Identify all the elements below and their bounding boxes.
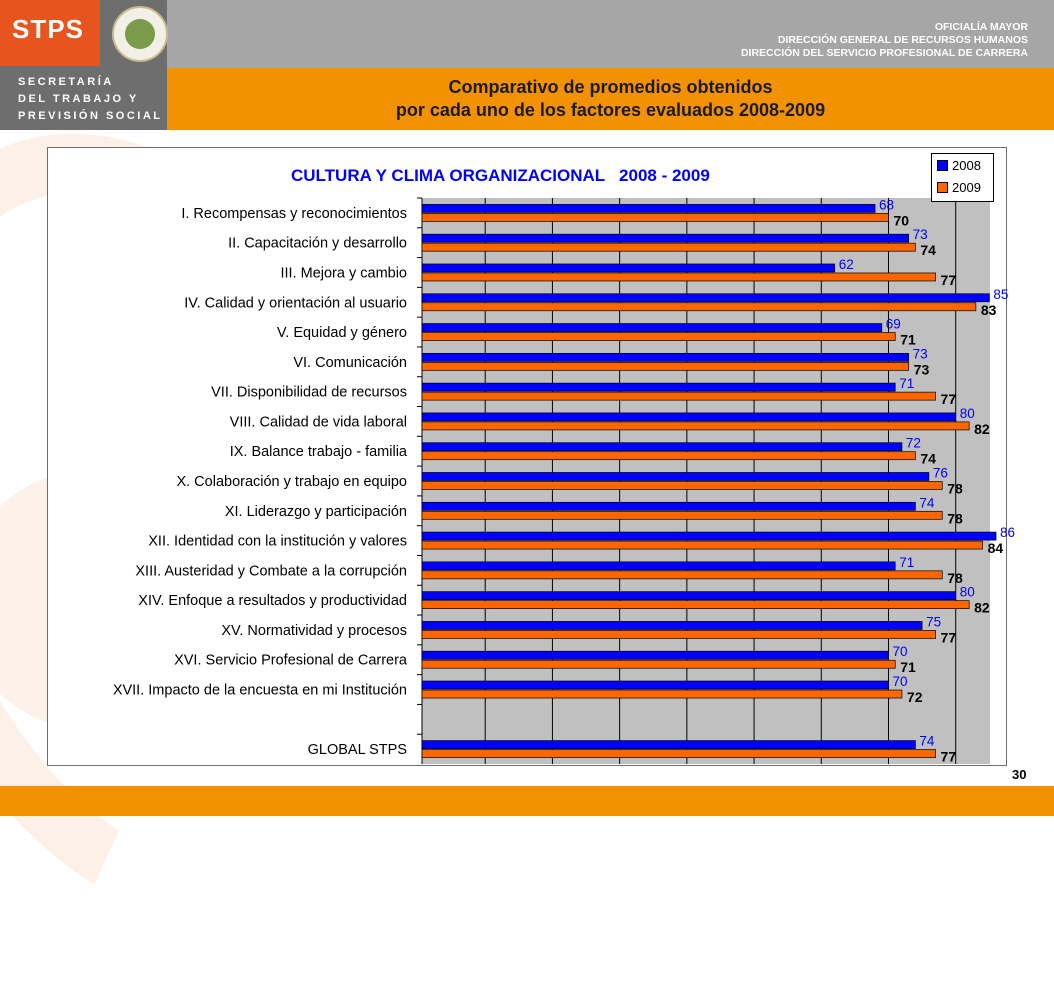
- bar-2009: [422, 422, 969, 430]
- bar-2009: [422, 213, 888, 221]
- secretaria-line: DEL TRABAJO Y: [18, 93, 139, 105]
- bar-2008: [422, 264, 835, 272]
- data-label-2008: 68: [879, 197, 895, 213]
- footer-band: [0, 786, 1054, 816]
- bar-2008: [422, 383, 895, 391]
- category-label: XIV. Enfoque a resultados y productividad: [138, 593, 407, 610]
- bar-2008: [422, 473, 929, 481]
- data-label-2009: 77: [940, 629, 957, 646]
- bar-2009: [422, 690, 902, 698]
- bar-2009: [422, 333, 895, 341]
- bar-2009: [422, 482, 942, 490]
- data-label-2008: 85: [993, 286, 1009, 302]
- bar-2008: [422, 621, 922, 629]
- bar-2008: [422, 681, 888, 689]
- data-label-2008: 71: [899, 376, 915, 392]
- bar-2009: [422, 511, 942, 519]
- bar-2008: [422, 532, 996, 540]
- category-label: VIII. Calidad de vida laboral: [229, 414, 407, 431]
- bar-2009: [422, 243, 915, 251]
- brand-text: STPS: [12, 14, 84, 44]
- bar-2008: [422, 353, 909, 361]
- bar-2009: [422, 303, 976, 311]
- bar-2009: [422, 601, 969, 609]
- page-title-line2: por cada uno de los factores evaluados 2008-2009: [395, 100, 826, 120]
- secretaria-line: PREVISIÓN SOCIAL: [18, 110, 163, 122]
- data-label-2008: 71: [899, 554, 915, 570]
- category-label: III. Mejora y cambio: [280, 265, 407, 282]
- category-label: X. Colaboración y trabajo en equipo: [176, 474, 407, 490]
- page-number: 30: [1012, 767, 1027, 782]
- bar-2009: [422, 571, 942, 579]
- bar-2009: [422, 630, 936, 638]
- office-line: DIRECCIÓN DEL SERVICIO PROFESIONAL DE CARRERA: [740, 47, 1028, 59]
- data-label-2008: 62: [838, 256, 854, 272]
- bar-2008: [422, 502, 915, 510]
- category-label: VII. Disponibilidad de recursos: [211, 384, 407, 401]
- bar-2008: [422, 443, 902, 451]
- data-label-2009: 78: [947, 569, 963, 586]
- category-label: VI. Comunicación: [293, 354, 407, 371]
- category-label: XIII. Austeridad y Combate a la corrupción: [135, 563, 407, 580]
- data-label-2009: 84: [987, 540, 1004, 557]
- bar-2008: [422, 324, 882, 332]
- legend-item-2009: [937, 180, 981, 195]
- data-label-2009: 71: [900, 659, 916, 676]
- data-label-2009: 77: [940, 271, 957, 288]
- bar-2009: [422, 392, 936, 400]
- category-label: IX. Balance trabajo - familia: [229, 444, 407, 461]
- data-label-2008: 72: [905, 435, 921, 451]
- data-label-2009: 82: [974, 599, 990, 616]
- data-label-2008: 70: [892, 644, 908, 660]
- legend-swatch-2009: [937, 182, 948, 193]
- category-label: XII. Identidad con la institución y valores: [148, 533, 407, 550]
- bar-2009: [422, 273, 936, 281]
- data-label-2009: 82: [974, 420, 990, 437]
- bar-2008: [422, 651, 888, 659]
- data-label-2008: 75: [926, 614, 942, 630]
- data-label-2009: 73: [913, 361, 930, 378]
- category-label: XVI. Servicio Profesional de Carrera: [174, 652, 407, 669]
- data-label-2009: 74: [920, 242, 936, 259]
- legend-item-2008: [937, 158, 981, 173]
- data-label-2008: 76: [932, 465, 948, 481]
- data-label-2008: 80: [959, 584, 975, 600]
- data-label-2009: 83: [980, 301, 997, 318]
- bar-2008: [422, 204, 875, 212]
- data-label-2008: 74: [919, 733, 935, 749]
- category-label: IV. Calidad y orientación al usuario: [184, 295, 407, 312]
- bar-2009: [422, 660, 895, 668]
- bar-2009: [422, 452, 915, 460]
- page-title-line1: Comparativo de promedios obtenidos: [448, 77, 773, 97]
- chart-legend: [931, 153, 994, 202]
- legend-label-2008: 2008: [952, 158, 981, 173]
- data-label-2009: 77: [940, 748, 957, 765]
- category-label: I. Recompensas y reconocimientos: [181, 205, 407, 222]
- bar-2008: [422, 741, 915, 749]
- bar-2009: [422, 362, 909, 370]
- bar-2008: [422, 294, 989, 302]
- data-label-2009: 77: [940, 391, 957, 408]
- data-label-2008: 73: [912, 346, 928, 362]
- data-label-2009: 74: [920, 450, 936, 467]
- data-label-2009: 71: [900, 331, 916, 348]
- data-label-2008: 74: [919, 495, 935, 511]
- bar-2008: [422, 592, 956, 600]
- data-label-2008: 70: [892, 674, 908, 690]
- data-label-2009: 78: [947, 510, 963, 527]
- legend-swatch-2008: [937, 160, 948, 171]
- data-label-2008: 86: [1000, 525, 1016, 541]
- legend-label-2009: 2009: [952, 180, 981, 195]
- bar-2009: [422, 541, 983, 549]
- category-label: XVII. Impacto de la encuesta en mi Institución: [112, 682, 407, 699]
- category-label: GLOBAL STPS: [307, 742, 407, 759]
- bar-2008: [422, 562, 895, 570]
- office-line: OFICIALÍA MAYOR: [934, 21, 1028, 33]
- secretaria-line: SECRETARÍA: [18, 76, 114, 88]
- data-label-2009: 70: [893, 212, 910, 229]
- data-label-2008: 69: [885, 316, 901, 332]
- data-label-2008: 80: [959, 405, 975, 421]
- chart-title: CULTURA Y CLIMA ORGANIZACIONAL 2008 - 2009: [291, 166, 710, 185]
- data-label-2009: 72: [906, 689, 923, 706]
- category-label: V. Equidad y género: [276, 325, 407, 342]
- category-label: XV. Normatividad y procesos: [221, 622, 407, 639]
- bar-2008: [422, 234, 909, 242]
- category-label: XI. Liderazgo y participación: [224, 503, 407, 520]
- data-label-2009: 78: [947, 480, 963, 497]
- category-label: II. Capacitación y desarrollo: [228, 235, 407, 252]
- office-line: DIRECCIÓN GENERAL DE RECURSOS HUMANOS: [777, 34, 1028, 46]
- bar-2009: [422, 750, 936, 758]
- bar-2008: [422, 413, 956, 421]
- data-label-2008: 73: [912, 227, 928, 243]
